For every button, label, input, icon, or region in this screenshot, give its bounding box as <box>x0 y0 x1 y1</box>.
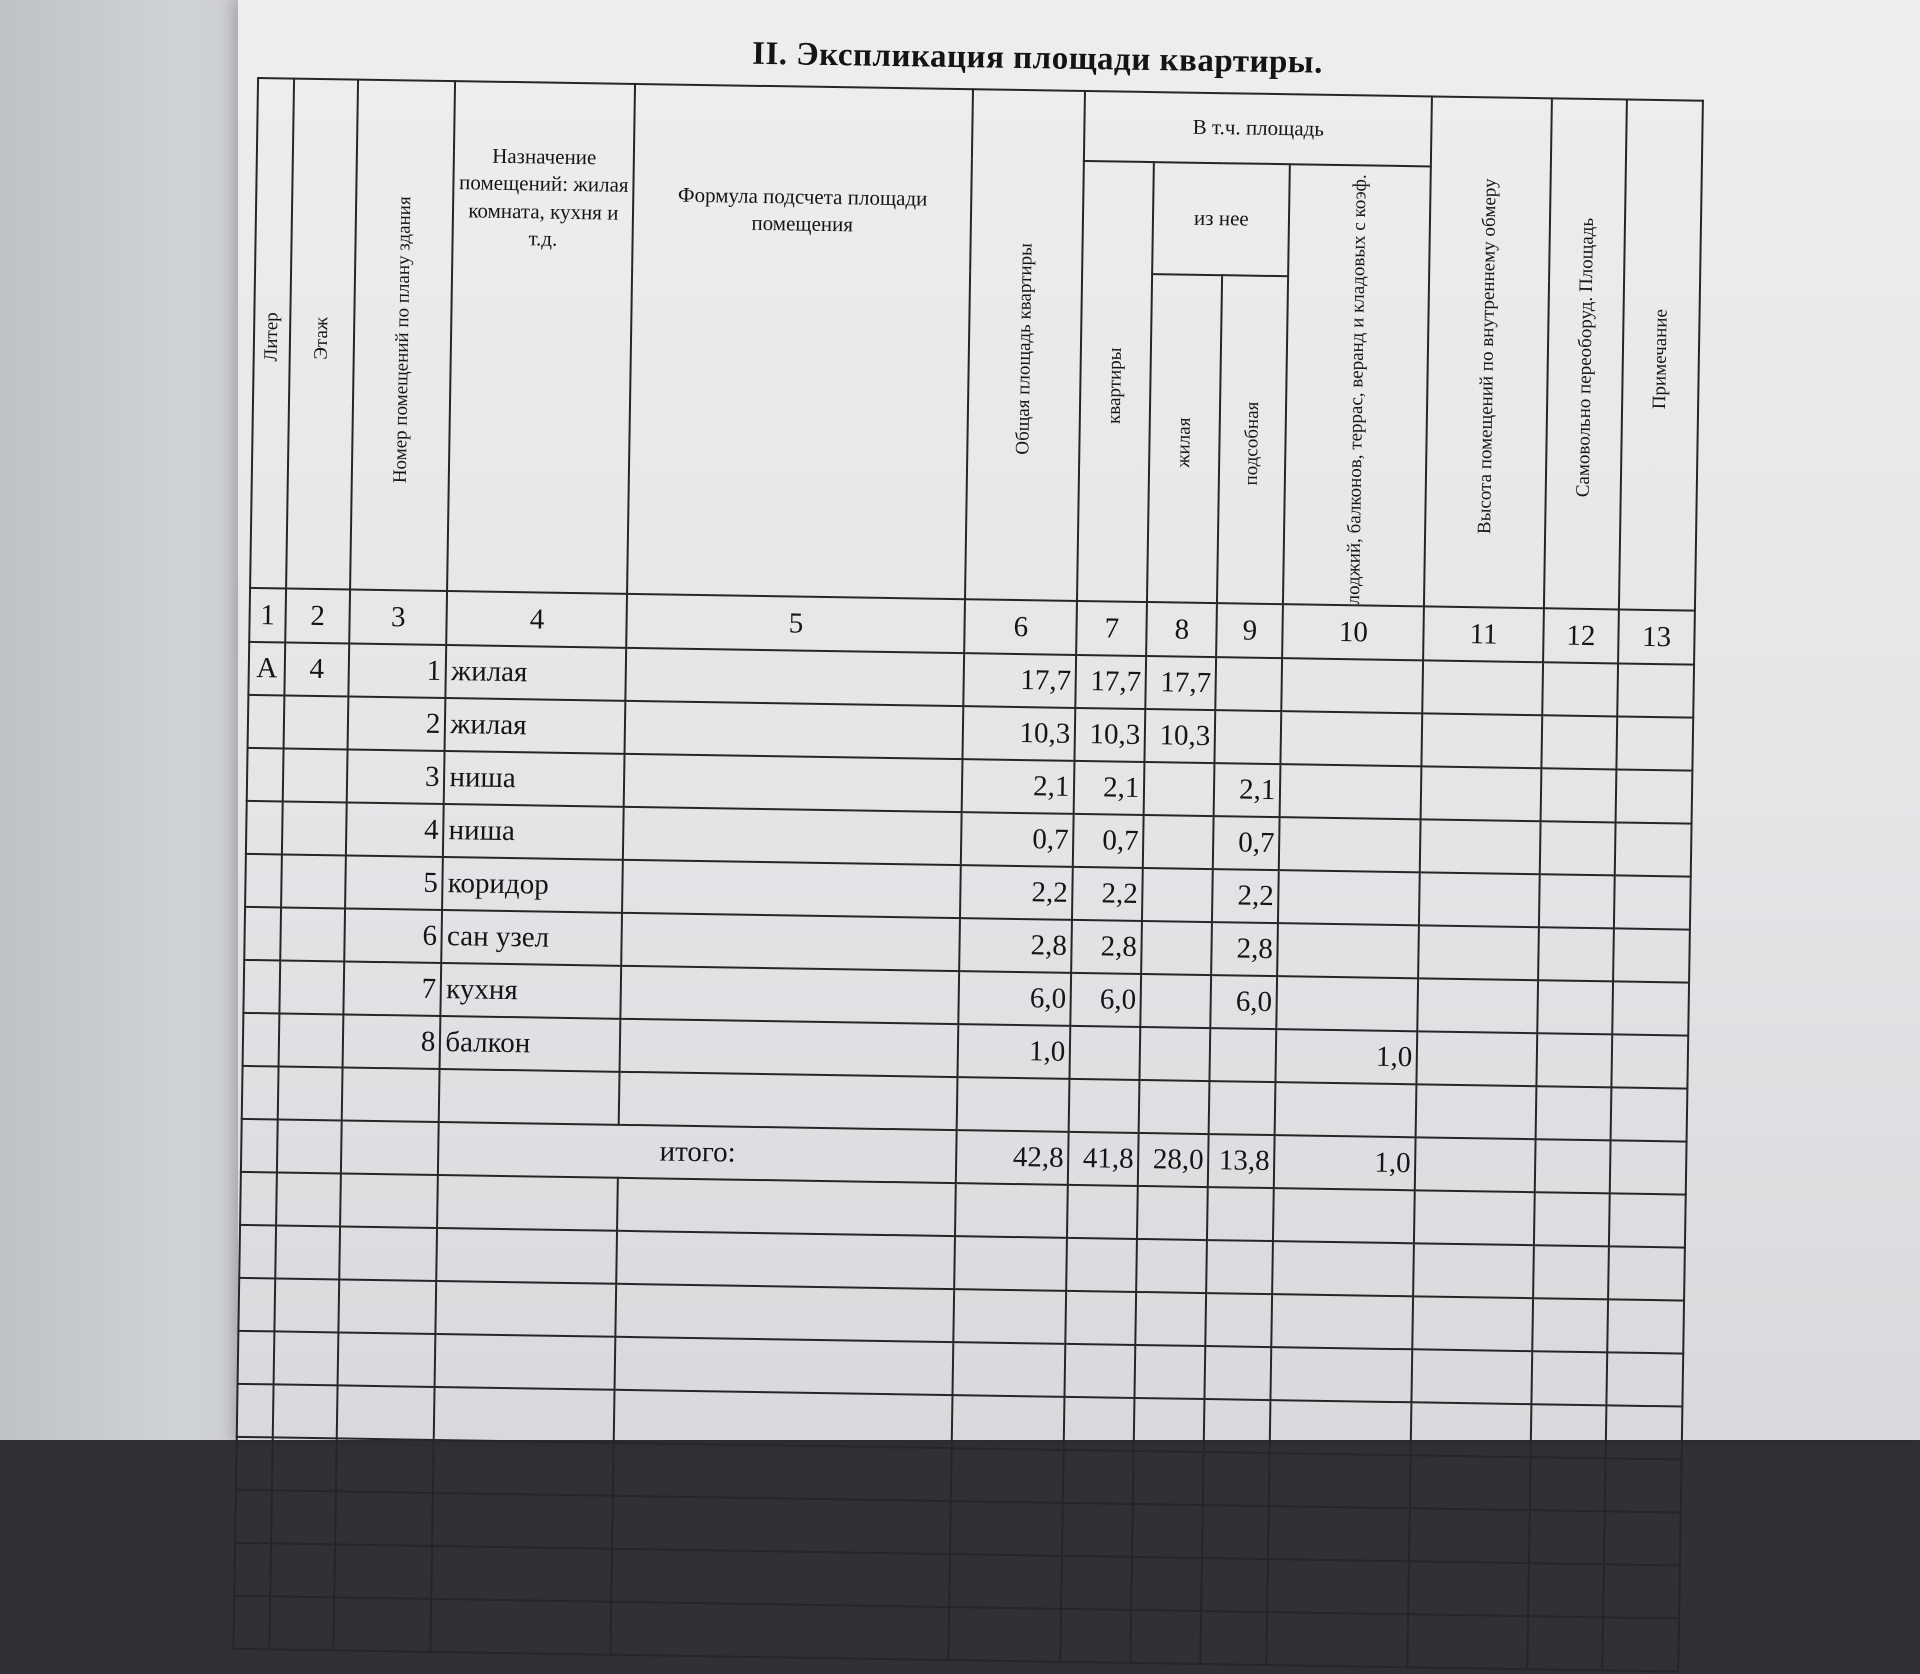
empty-cell <box>1205 1346 1272 1400</box>
empty-cell <box>1201 1558 1268 1612</box>
cell-purpose: жилая <box>445 698 626 754</box>
cell-total-area: 17,7 <box>964 653 1077 708</box>
cell-formula <box>625 701 964 759</box>
document-page <box>238 0 1920 1440</box>
empty-cell <box>1131 1610 1202 1664</box>
empty-cell <box>611 1602 950 1660</box>
empty-cell <box>1533 1245 1609 1299</box>
empty-cell <box>238 1331 275 1385</box>
column-number: 3 <box>349 590 447 646</box>
cell-total-area: 10,3 <box>963 706 1076 761</box>
empty-cell <box>1410 1455 1530 1510</box>
empty-cell <box>237 1384 274 1438</box>
empty-cell <box>1132 1504 1203 1558</box>
empty-cell <box>274 1332 339 1386</box>
cell-loggia-area <box>1278 870 1420 925</box>
cell-self-rebuilt <box>1537 980 1613 1034</box>
cell-room-number: 1 <box>348 644 446 699</box>
empty-cell <box>952 1395 1065 1450</box>
empty-cell <box>1603 1564 1680 1618</box>
cell-floor <box>280 908 345 962</box>
cell-height <box>1423 661 1543 716</box>
empty-cell <box>1064 1397 1135 1451</box>
header-loggias: лоджий, балконов, террас, веранд и кладовых с коэф. <box>1283 164 1431 606</box>
column-number: 10 <box>1282 604 1424 660</box>
column-number: 4 <box>447 591 628 648</box>
empty-cell <box>1411 1402 1531 1457</box>
empty-cell <box>1409 1508 1529 1563</box>
empty-cell <box>276 1173 341 1227</box>
empty-cell <box>1532 1298 1608 1352</box>
explication-table <box>232 77 1704 1673</box>
empty-cell <box>955 1183 1068 1238</box>
cell-note <box>1617 664 1694 718</box>
empty-cell <box>1206 1293 1273 1347</box>
cell-note <box>1613 929 1690 983</box>
cell-total-area: 1,0 <box>958 1024 1071 1079</box>
cell-note <box>1610 1141 1687 1195</box>
empty-cell <box>234 1543 271 1597</box>
cell-living-area: 10,3 <box>1145 709 1216 763</box>
cell-living-area <box>1140 1027 1211 1081</box>
column-number: 12 <box>1543 608 1619 663</box>
header-apartment: квартиры <box>1077 161 1154 602</box>
empty-cell <box>1529 1510 1605 1564</box>
cell-liter <box>244 907 281 961</box>
empty-cell <box>275 1226 340 1280</box>
cell-room-number: 7 <box>343 962 441 1017</box>
empty-cell <box>1408 1614 1528 1669</box>
empty-cell <box>1062 1556 1133 1610</box>
empty-cell <box>238 1278 275 1332</box>
cell-living-area <box>1141 921 1212 975</box>
empty-cell <box>1201 1611 1268 1665</box>
cell-floor: 4 <box>284 643 349 697</box>
header-liter: Литер <box>250 78 294 589</box>
cell-liter <box>245 854 282 908</box>
total-loggia-area: 1,0 <box>1274 1135 1416 1190</box>
empty-cell <box>1416 1084 1536 1139</box>
column-number: 1 <box>249 588 286 643</box>
empty-cell <box>333 1598 431 1653</box>
cell-loggia-area <box>1277 923 1419 978</box>
empty-cell <box>612 1549 951 1607</box>
empty-cell <box>336 1439 434 1494</box>
header-formula: Формула подсчета площади помещения <box>627 84 973 599</box>
cell-loggia-area <box>1280 764 1422 819</box>
empty-cell <box>1269 1453 1411 1508</box>
empty-cell <box>342 1068 440 1123</box>
empty-cell <box>339 1227 437 1282</box>
cell-loggia-area <box>1277 976 1419 1031</box>
empty-cell <box>954 1289 1067 1344</box>
empty-cell <box>957 1077 1070 1132</box>
cell-auxiliary-area: 0,7 <box>1213 816 1280 870</box>
column-number: 9 <box>1216 603 1283 658</box>
cell-auxiliary-area <box>1216 657 1283 711</box>
header-self-rebuilt: Самовольно переоборуд. Площадь <box>1544 98 1628 609</box>
empty-cell <box>1061 1609 1132 1663</box>
empty-cell <box>1268 1506 1410 1561</box>
empty-cell <box>1267 1612 1409 1667</box>
cell-living-area <box>1143 815 1214 869</box>
cell-formula <box>623 807 962 865</box>
column-number: 2 <box>285 589 350 644</box>
empty-cell <box>615 1337 954 1395</box>
cell-formula <box>624 754 963 812</box>
cell-liter <box>248 695 285 749</box>
cell-apartment-area: 0,7 <box>1073 814 1144 868</box>
cell-liter <box>247 748 284 802</box>
empty-cell <box>1530 1404 1606 1458</box>
empty-cell <box>431 1599 612 1655</box>
cell-auxiliary-area: 6,0 <box>1211 975 1278 1029</box>
cell-auxiliary-area <box>1210 1028 1277 1082</box>
empty-cell <box>953 1342 1066 1397</box>
cell-room-number: 6 <box>344 909 442 964</box>
cell-floor <box>284 696 349 750</box>
cell-liter: А <box>248 642 285 696</box>
cell-auxiliary-area: 2,1 <box>1214 763 1281 817</box>
cell-floor <box>279 1014 344 1068</box>
cell-note <box>1616 770 1693 824</box>
empty-cell <box>1602 1617 1679 1671</box>
column-number: 5 <box>627 594 966 653</box>
cell-self-rebuilt <box>1539 821 1615 875</box>
cell-total-area: 2,1 <box>962 759 1075 814</box>
cell-purpose: кухня <box>441 963 622 1019</box>
empty-cell <box>1137 1186 1208 1240</box>
cell-purpose: сан узел <box>442 910 623 966</box>
empty-cell <box>1606 1405 1683 1459</box>
empty-cell <box>1270 1400 1412 1455</box>
cell-auxiliary-area: 2,2 <box>1212 869 1279 923</box>
header-height: Высота помещений по внутреннему обмеру <box>1424 96 1551 608</box>
cell-loggia-area <box>1279 817 1421 872</box>
empty-cell <box>1414 1190 1534 1245</box>
empty-cell <box>1267 1559 1409 1614</box>
empty-cell <box>334 1545 432 1600</box>
empty-cell <box>1065 1344 1136 1398</box>
empty-cell <box>614 1390 953 1448</box>
empty-cell <box>613 1443 952 1501</box>
empty-cell <box>1527 1616 1603 1670</box>
cell-living-area <box>1144 762 1215 816</box>
empty-cell <box>1272 1294 1414 1349</box>
empty-cell <box>949 1607 1062 1662</box>
cell-floor <box>277 1120 342 1174</box>
empty-cell <box>272 1438 337 1492</box>
cell-apartment-area <box>1070 1026 1141 1080</box>
cell-apartment-area: 2,2 <box>1072 867 1143 921</box>
cell-self-rebuilt <box>1538 927 1614 981</box>
empty-cell <box>1133 1451 1204 1505</box>
total-apartment-area: 41,8 <box>1068 1132 1139 1186</box>
cell-apartment-area: 17,7 <box>1076 655 1147 709</box>
cell-living-area: 17,7 <box>1146 656 1217 710</box>
empty-cell <box>1605 1458 1682 1512</box>
cell-purpose: жилая <box>446 645 627 701</box>
column-number: 13 <box>1618 610 1695 665</box>
empty-cell <box>1136 1292 1207 1346</box>
cell-total-area: 0,7 <box>961 812 1074 867</box>
cell-room-number: 3 <box>347 750 445 805</box>
cell-room-number <box>341 1121 439 1176</box>
empty-cell <box>1608 1247 1685 1301</box>
empty-cell <box>612 1496 951 1554</box>
column-number: 7 <box>1077 601 1148 656</box>
cell-apartment-area: 6,0 <box>1071 973 1142 1027</box>
empty-cell <box>433 1440 614 1496</box>
empty-cell <box>1409 1561 1529 1616</box>
empty-cell <box>1414 1243 1534 1298</box>
cell-purpose: ниша <box>444 751 625 807</box>
empty-cell <box>235 1490 272 1544</box>
empty-cell <box>1203 1452 1270 1506</box>
total-label: итого: <box>438 1122 957 1183</box>
cell-height <box>1420 820 1540 875</box>
cell-liter <box>243 960 280 1014</box>
empty-cell <box>955 1236 1068 1291</box>
cell-self-rebuilt <box>1536 1033 1612 1087</box>
cell-floor <box>281 855 346 909</box>
explication-sheet <box>232 20 1817 1674</box>
empty-cell <box>1069 1079 1140 1133</box>
empty-cell <box>617 1178 956 1236</box>
header-floor: Этаж <box>286 79 358 590</box>
cell-height <box>1422 714 1542 769</box>
empty-cell <box>617 1231 956 1289</box>
empty-cell <box>337 1386 435 1441</box>
cell-room-number: 2 <box>348 697 446 752</box>
cell-loggia-area <box>1282 658 1424 713</box>
empty-cell <box>242 1066 279 1120</box>
cell-liter <box>246 801 283 855</box>
empty-cell <box>1609 1194 1686 1248</box>
empty-cell <box>1272 1241 1414 1296</box>
total-auxiliary-area: 13,8 <box>1208 1134 1275 1188</box>
header-total-area: Общая площадь квартиры <box>965 89 1085 601</box>
empty-cell <box>1204 1399 1271 1453</box>
cell-formula <box>622 860 961 918</box>
cell-floor <box>282 802 347 856</box>
empty-cell <box>1135 1345 1206 1399</box>
column-number: 8 <box>1146 602 1217 657</box>
empty-cell <box>240 1172 277 1226</box>
cell-height <box>1419 925 1539 980</box>
empty-cell <box>1412 1349 1532 1404</box>
empty-cell <box>1611 1088 1688 1142</box>
cell-auxiliary-area: 2,8 <box>1211 922 1278 976</box>
cell-liter <box>243 1013 280 1067</box>
empty-cell <box>1607 1300 1684 1354</box>
page-title: II. Экспликация площади квартиры. <box>751 35 1324 81</box>
empty-cell <box>1063 1450 1134 1504</box>
empty-cell <box>619 1072 958 1130</box>
cell-self-rebuilt <box>1539 874 1615 928</box>
cell-self-rebuilt <box>1540 768 1616 822</box>
empty-cell <box>338 1280 436 1335</box>
empty-cell <box>338 1333 436 1388</box>
cell-note <box>1614 876 1691 930</box>
empty-cell <box>437 1228 618 1284</box>
cell-note <box>1612 982 1689 1036</box>
cell-formula <box>621 966 960 1024</box>
empty-cell <box>1137 1239 1208 1293</box>
empty-cell <box>437 1175 618 1231</box>
empty-cell <box>1132 1557 1203 1611</box>
empty-cell <box>1202 1505 1269 1559</box>
cell-formula <box>626 648 965 706</box>
empty-cell <box>278 1067 343 1121</box>
cell-loggia-area: 1,0 <box>1276 1029 1418 1084</box>
header-auxiliary: подсобная <box>1217 275 1288 605</box>
empty-cell <box>436 1281 617 1337</box>
empty-cell <box>432 1546 613 1602</box>
empty-cell <box>340 1174 438 1229</box>
empty-cell <box>1207 1187 1274 1241</box>
empty-cell <box>1271 1347 1413 1402</box>
cell-living-area <box>1142 868 1213 922</box>
empty-cell <box>274 1279 339 1333</box>
empty-cell <box>271 1491 336 1545</box>
cell-note <box>1612 1035 1689 1089</box>
empty-cell <box>1529 1457 1605 1511</box>
empty-cell <box>1139 1080 1210 1134</box>
empty-cell <box>950 1501 1063 1556</box>
cell-total-area: 6,0 <box>959 971 1072 1026</box>
empty-cell <box>335 1492 433 1547</box>
empty-cell <box>1607 1353 1684 1407</box>
cell-floor <box>283 749 348 803</box>
empty-cell <box>239 1225 276 1279</box>
empty-cell <box>435 1334 616 1390</box>
cell-room-number: 8 <box>343 1015 441 1070</box>
cell-height <box>1421 767 1541 822</box>
empty-cell <box>1134 1398 1205 1452</box>
empty-cell <box>434 1387 615 1443</box>
empty-cell <box>1062 1503 1133 1557</box>
cell-self-rebuilt <box>1542 662 1618 716</box>
cell-loggia-area <box>1281 711 1423 766</box>
cell-floor <box>279 961 344 1015</box>
cell-purpose: ниша <box>443 804 624 860</box>
cell-height <box>1415 1137 1535 1192</box>
cell-height <box>1419 873 1539 928</box>
header-room-number: Номер помещений по плану здания <box>350 80 455 592</box>
empty-cell <box>1413 1296 1533 1351</box>
cell-height <box>1417 1031 1537 1086</box>
empty-cell <box>1273 1188 1415 1243</box>
empty-cell <box>1067 1238 1138 1292</box>
empty-cell <box>1066 1291 1137 1345</box>
cell-room-number: 4 <box>346 803 444 858</box>
cell-apartment-area: 2,8 <box>1072 920 1143 974</box>
cell-purpose: балкон <box>440 1016 621 1072</box>
cell-self-rebuilt <box>1541 715 1617 769</box>
column-number: 6 <box>965 599 1078 655</box>
cell-formula <box>620 1019 959 1077</box>
column-number: 11 <box>1424 607 1544 663</box>
cell-note <box>1617 717 1694 771</box>
empty-cell <box>270 1544 335 1598</box>
cell-note <box>1615 823 1692 877</box>
cell-liter <box>241 1119 278 1173</box>
empty-cell <box>432 1493 613 1549</box>
empty-cell <box>1206 1240 1273 1294</box>
empty-cell <box>616 1284 955 1342</box>
empty-cell <box>1604 1511 1681 1565</box>
empty-cell <box>1275 1082 1417 1137</box>
empty-cell <box>1067 1185 1138 1239</box>
empty-cell <box>233 1596 270 1650</box>
cell-self-rebuilt <box>1534 1139 1610 1193</box>
empty-cell <box>439 1069 620 1125</box>
cell-apartment-area: 2,1 <box>1074 761 1145 815</box>
empty-cell <box>1535 1086 1611 1140</box>
cell-formula <box>622 913 961 971</box>
empty-cell <box>236 1437 273 1491</box>
empty-cell <box>951 1448 1064 1503</box>
cell-apartment-area: 10,3 <box>1075 708 1146 762</box>
header-of-which: из нее <box>1153 162 1291 276</box>
header-living: жилая <box>1147 274 1222 604</box>
header-incl-area: В т.ч. площадь <box>1084 91 1432 166</box>
cell-total-area: 2,2 <box>960 865 1073 920</box>
cell-auxiliary-area <box>1215 710 1282 764</box>
cell-living-area <box>1141 974 1212 1028</box>
cell-room-number: 5 <box>345 856 443 911</box>
empty-cell <box>950 1554 1063 1609</box>
empty-cell <box>1209 1081 1276 1135</box>
header-purpose: Назначение помещений: жилая комната, кухня и т.д. <box>447 81 635 594</box>
empty-cell <box>269 1597 334 1651</box>
total-living-area: 28,0 <box>1138 1133 1209 1187</box>
cell-height <box>1418 978 1538 1033</box>
total-total-area: 42,8 <box>956 1130 1069 1185</box>
cell-total-area: 2,8 <box>960 918 1073 973</box>
empty-cell <box>1528 1563 1604 1617</box>
empty-cell <box>1534 1192 1610 1246</box>
cell-purpose: коридор <box>442 857 623 913</box>
empty-cell <box>1531 1351 1607 1405</box>
header-note: Примечание <box>1619 100 1703 611</box>
empty-cell <box>273 1385 338 1439</box>
